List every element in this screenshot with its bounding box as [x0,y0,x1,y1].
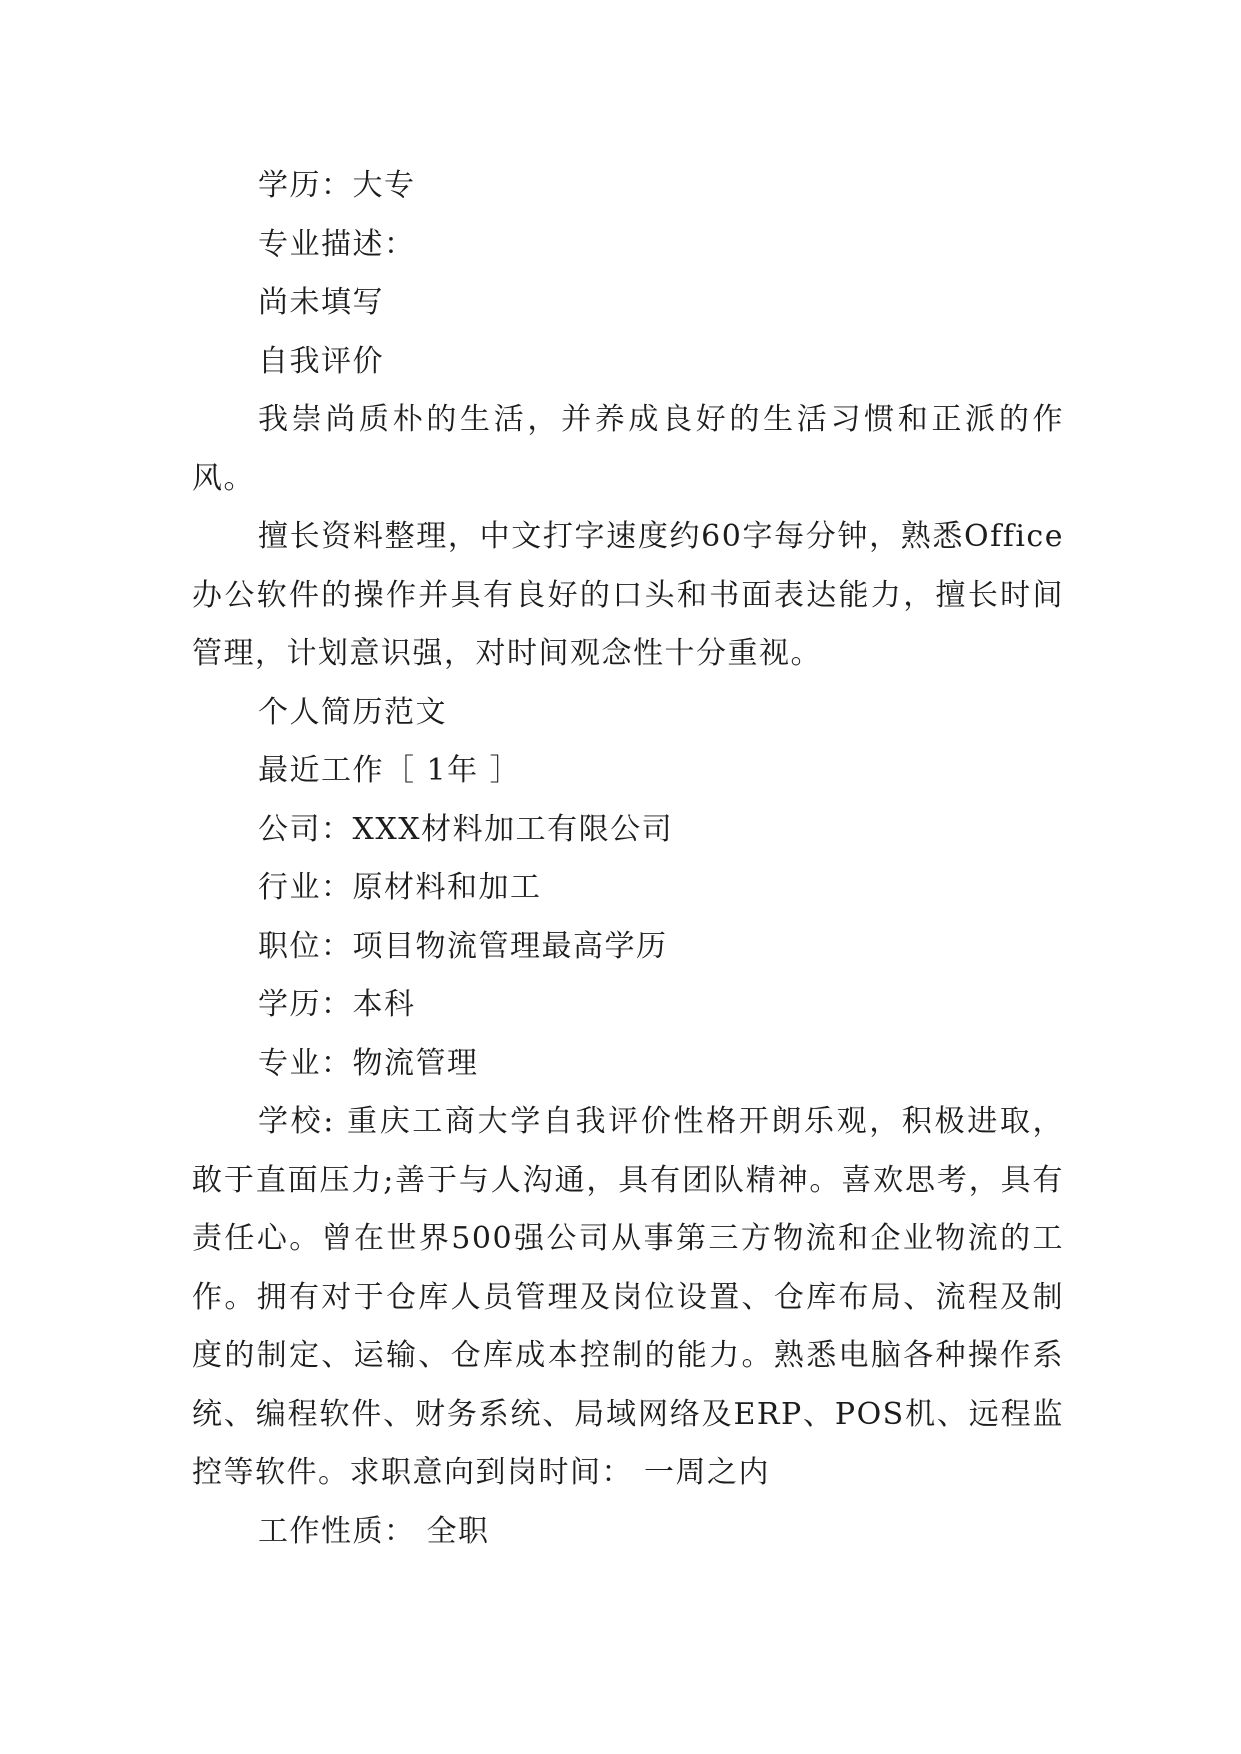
education-line: 学历：大专 [258,168,416,203]
industry-line: 行业：原材料和加工 [258,870,542,905]
document-body [192,157,1064,1561]
recent-work-line: 最近工作［ 1年 ］ [258,753,522,788]
job-type-line: 工作性质： 全职 [258,1513,490,1549]
major-description-value: 尚未填写 [258,285,384,320]
major-line: 专业：物流管理 [258,1045,479,1081]
resume-sample-heading: 个人简历范文 [258,694,447,730]
self-evaluation-heading: 自我评价 [258,343,384,379]
self-evaluation-paragraph-2: 擅长资料整理，中文打字速度约60字每分钟，熟悉Office办公软件的操作并具有良好的口头和书面表达能力，擅长时间管理，计划意识强，对时间观念性十分重视。 [192,519,1064,671]
self-evaluation-paragraph-1: 我崇尚质朴的生活，并养成良好的生活习惯和正派的作风。 [192,402,1064,496]
major-description-label: 专业描述： [258,226,416,262]
degree-line: 学历：本科 [258,987,416,1022]
company-line: 公司：XXX材料加工有限公司 [258,811,674,847]
position-line: 职位：项目物流管理最高学历 [258,928,668,964]
school-and-summary-paragraph: 学校: 重庆工商大学自我评价性格开朗乐观，积极进取，敢于直面压力;善于与人沟通，具有团队精神。喜欢思考，具有责任心。曾在世界500强公司从事第三方物流和企业物流的工作。拥有对于仓库人员管理及岗位设置、仓库布局、流程及制度的制定、运输、仓库成本控制的能力。熟悉电脑各种操作系统、编程软件、财务系统、局域网络及ERP、POS机、远程监控等软件。求职意向到岗时间： 一周之内 [192,1104,1064,1490]
